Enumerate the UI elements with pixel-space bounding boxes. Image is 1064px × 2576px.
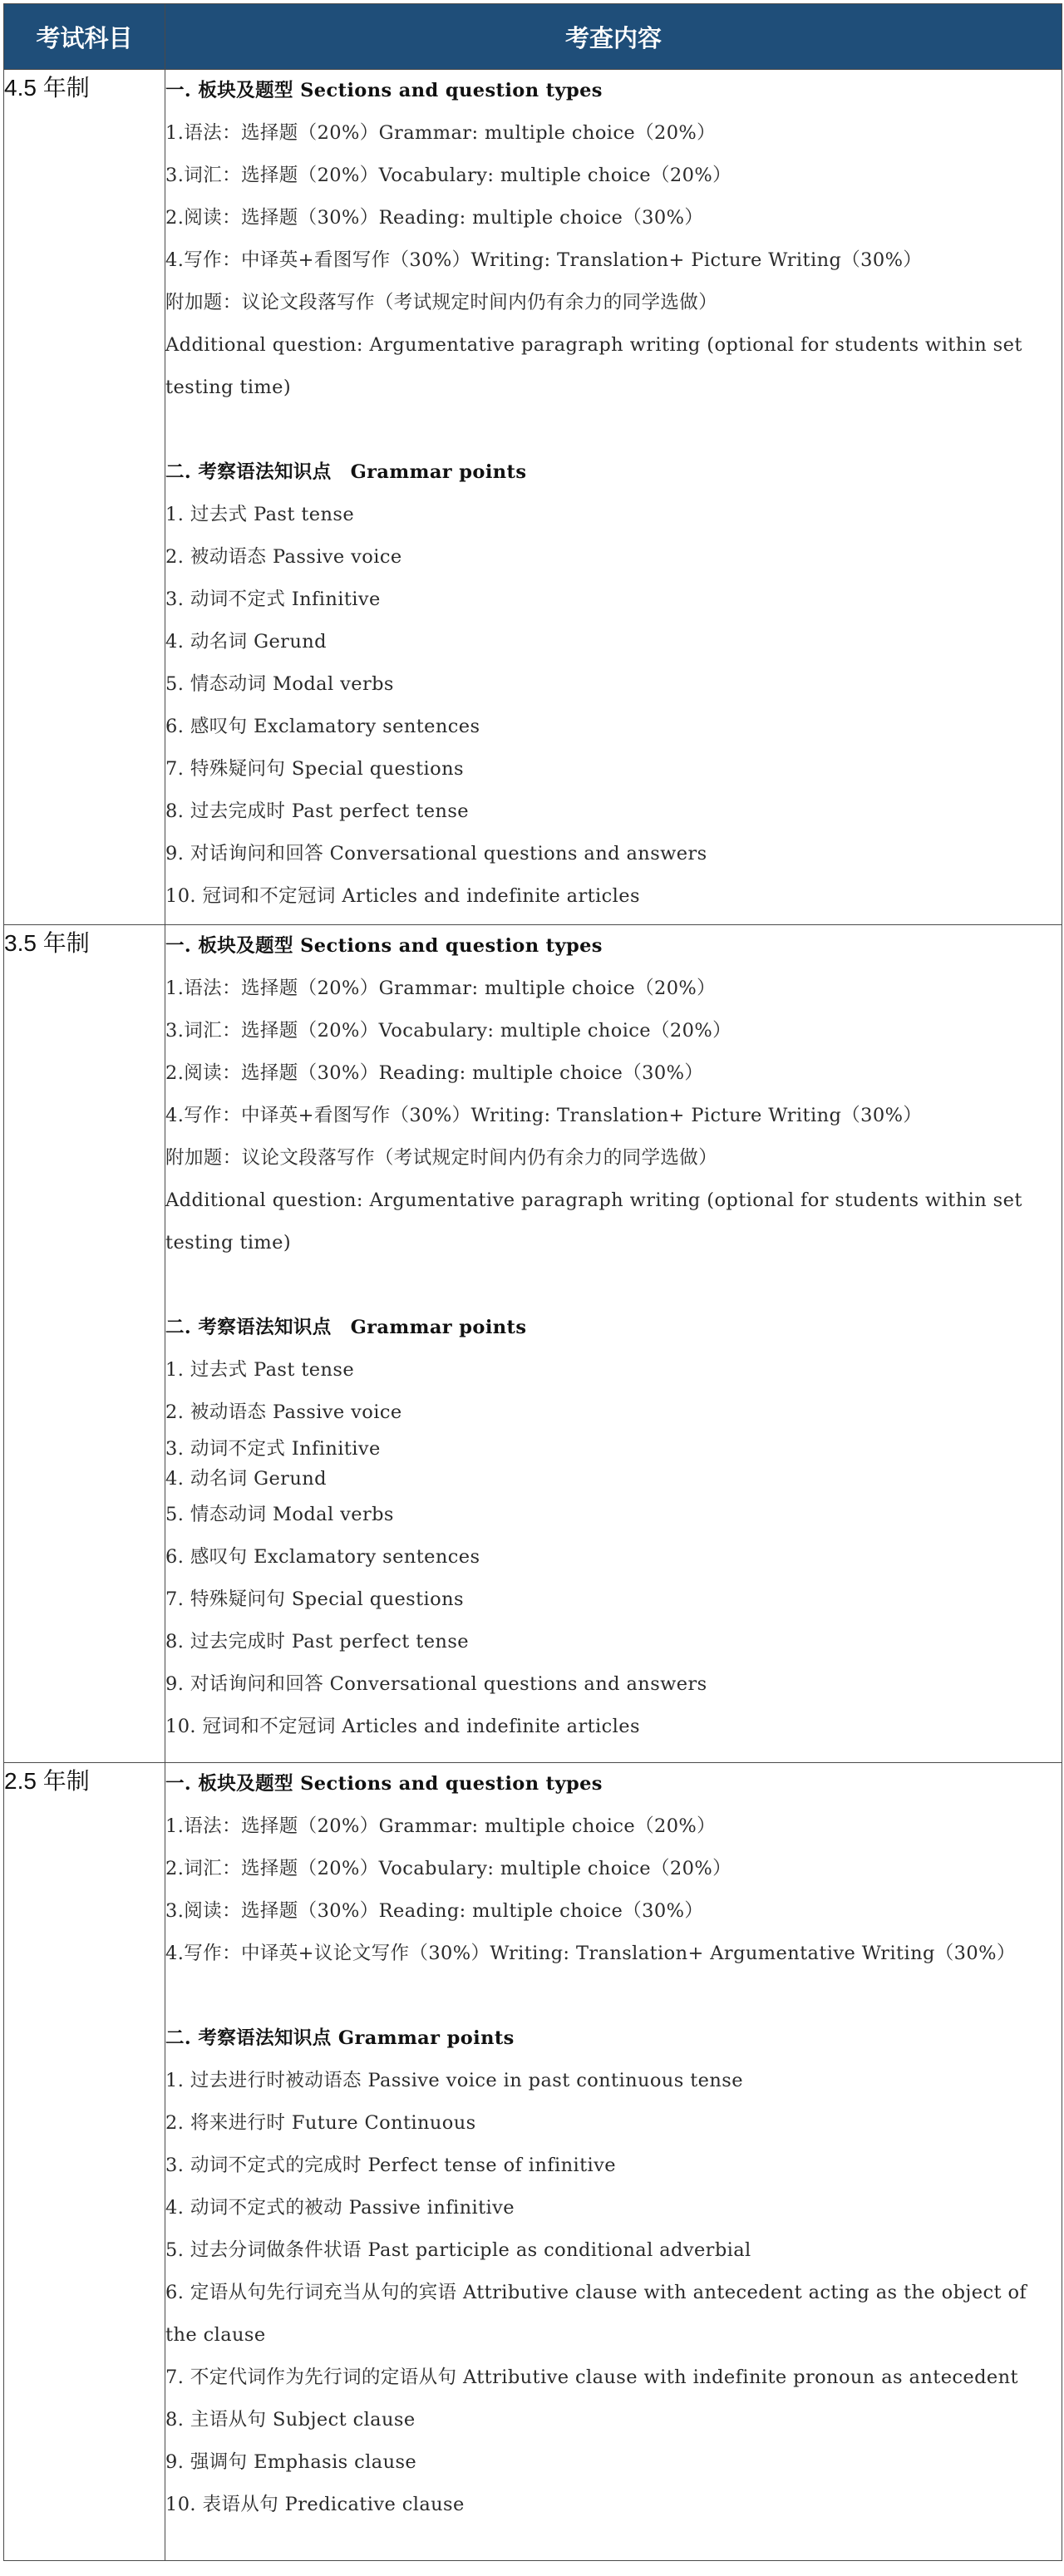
additional-question: Additional question: Argumentative paragraph writing (optional for students within set testing time): [165, 334, 1022, 398]
section-title: 一. 板块及题型 Sections and question types: [165, 935, 603, 957]
table-row-2-5: [4, 1763, 1062, 2561]
list-item: 10. 冠词和不定冠词 Articles and indefinite articles: [165, 885, 640, 907]
table-row-3-5: [4, 925, 1062, 1763]
list-item: 9. 对话询问和回答 Conversational questions and answers: [165, 843, 707, 864]
list-item: 1. 过去式 Past tense: [165, 504, 355, 525]
list-item: 2. 被动语态 Passive voice: [165, 1401, 402, 1423]
list-item: 3. 动词不定式的完成时 Perfect tense of infinitive: [165, 2155, 616, 2176]
list-item: 7. 不定代词作为先行词的定语从句 Attributive clause with indefinite pronoun as antecedent: [165, 2367, 1018, 2388]
list-item: 10. 表语从句 Predicative clause: [165, 2494, 465, 2515]
list-item: 2.阅读：选择题（30%）Reading: multiple choice（30%）: [165, 207, 704, 229]
list-item: 4. 动名词 Gerund: [165, 1468, 327, 1490]
content-cell: [165, 70, 1062, 925]
section-title: 二. 考察语法知识点 Grammar points: [165, 2027, 515, 2049]
list-item: 3. 动词不定式 Infinitive: [165, 1438, 381, 1460]
content-cell: [165, 1763, 1062, 2561]
list-item: 2. 被动语态 Passive voice: [165, 546, 402, 568]
section-title: 二. 考察语法知识点 Grammar points: [165, 1317, 527, 1338]
list-item: 1. 过去式 Past tense: [165, 1359, 355, 1381]
section-title: 一. 板块及题型 Sections and question types: [165, 1773, 603, 1795]
list-item: 附加题：议论文段落写作（考试规定时间内仍有余力的同学选做）: [165, 292, 718, 313]
list-item: 2.词汇：选择题（20%）Vocabulary: multiple choice（20%）: [165, 1858, 732, 1879]
list-item: 2. 将来进行时 Future Continuous: [165, 2112, 476, 2134]
list-item: 3.阅读：选择题（30%）Reading: multiple choice（30%）: [165, 1900, 704, 1922]
syllabus-table: [3, 3, 1062, 2561]
list-item: 10. 冠词和不定冠词 Articles and indefinite articles: [165, 1716, 640, 1737]
syllabus-document: [3, 3, 1062, 2561]
list-item: 1.语法：选择题（20%）Grammar: multiple choice（20%）: [165, 978, 717, 999]
list-item: 6. 感叹句 Exclamatory sentences: [165, 716, 480, 737]
list-item: 7. 特殊疑问句 Special questions: [165, 758, 464, 780]
list-item: 1. 过去进行时被动语态 Passive voice in past continuous tense: [165, 2070, 743, 2091]
list-item: 2.阅读：选择题（30%）Reading: multiple choice（30%）: [165, 1062, 704, 1084]
level-label: 4.5 年制: [4, 70, 165, 925]
additional-question: Additional question: Argumentative paragraph writing (optional for students within set testing time): [165, 1189, 1022, 1254]
list-item: 4.写作：中译英+看图写作（30%）Writing: Translation+ Picture Writing（30%）: [165, 1105, 923, 1126]
list-item: 7. 特殊疑问句 Special questions: [165, 1588, 464, 1610]
section-title: 二. 考察语法知识点 Grammar points: [165, 461, 527, 483]
list-item: 4. 动词不定式的被动 Passive infinitive: [165, 2197, 515, 2219]
list-item: 5. 过去分词做条件状语 Past participle as conditional adverbial: [165, 2239, 751, 2261]
table-row-4-5: [4, 70, 1062, 925]
level-label: 2.5 年制: [4, 1763, 165, 2561]
list-item: 8. 过去完成时 Past perfect tense: [165, 800, 469, 822]
list-item: 6. 感叹句 Exclamatory sentences: [165, 1546, 480, 1568]
list-item: 5. 情态动词 Modal verbs: [165, 673, 394, 695]
list-item: 9. 强调句 Emphasis clause: [165, 2451, 417, 2473]
list-item: 4.写作：中译英+看图写作（30%）Writing: Translation+ Picture Writing（30%）: [165, 249, 923, 271]
level-label: 3.5 年制: [4, 925, 165, 1763]
list-item: 4.写作：中译英+议论文写作（30%）Writing: Translation+ Argumentative Writing（30%）: [165, 1943, 1016, 1964]
list-item: 附加题：议论文段落写作（考试规定时间内仍有余力的同学选做）: [165, 1147, 718, 1169]
list-item: 5. 情态动词 Modal verbs: [165, 1504, 394, 1525]
section-title: 一. 板块及题型 Sections and question types: [165, 80, 603, 101]
header-subject: 考试科目: [4, 4, 165, 70]
list-item: 1.语法：选择题（20%）Grammar: multiple choice（20%）: [165, 1815, 717, 1837]
list-item: 3. 动词不定式 Infinitive: [165, 589, 381, 610]
list-item: 3.词汇：选择题（20%）Vocabulary: multiple choice（20%）: [165, 165, 732, 186]
header-content: 考查内容: [165, 4, 1062, 70]
list-item: 4. 动名词 Gerund: [165, 631, 327, 653]
list-item: 8. 主语从句 Subject clause: [165, 2409, 416, 2431]
list-item: 3.词汇：选择题（20%）Vocabulary: multiple choice（20%）: [165, 1020, 732, 1042]
list-item: 8. 过去完成时 Past perfect tense: [165, 1631, 469, 1652]
table-header-row: [4, 4, 1062, 70]
list-item: 1.语法：选择题（20%）Grammar: multiple choice（20%）: [165, 122, 717, 144]
content-cell: [165, 925, 1062, 1763]
list-item: 9. 对话询问和回答 Conversational questions and answers: [165, 1673, 707, 1695]
list-item: 6. 定语从句先行词充当从句的宾语 Attributive clause with antecedent acting as the object of the clause: [165, 2282, 1027, 2346]
